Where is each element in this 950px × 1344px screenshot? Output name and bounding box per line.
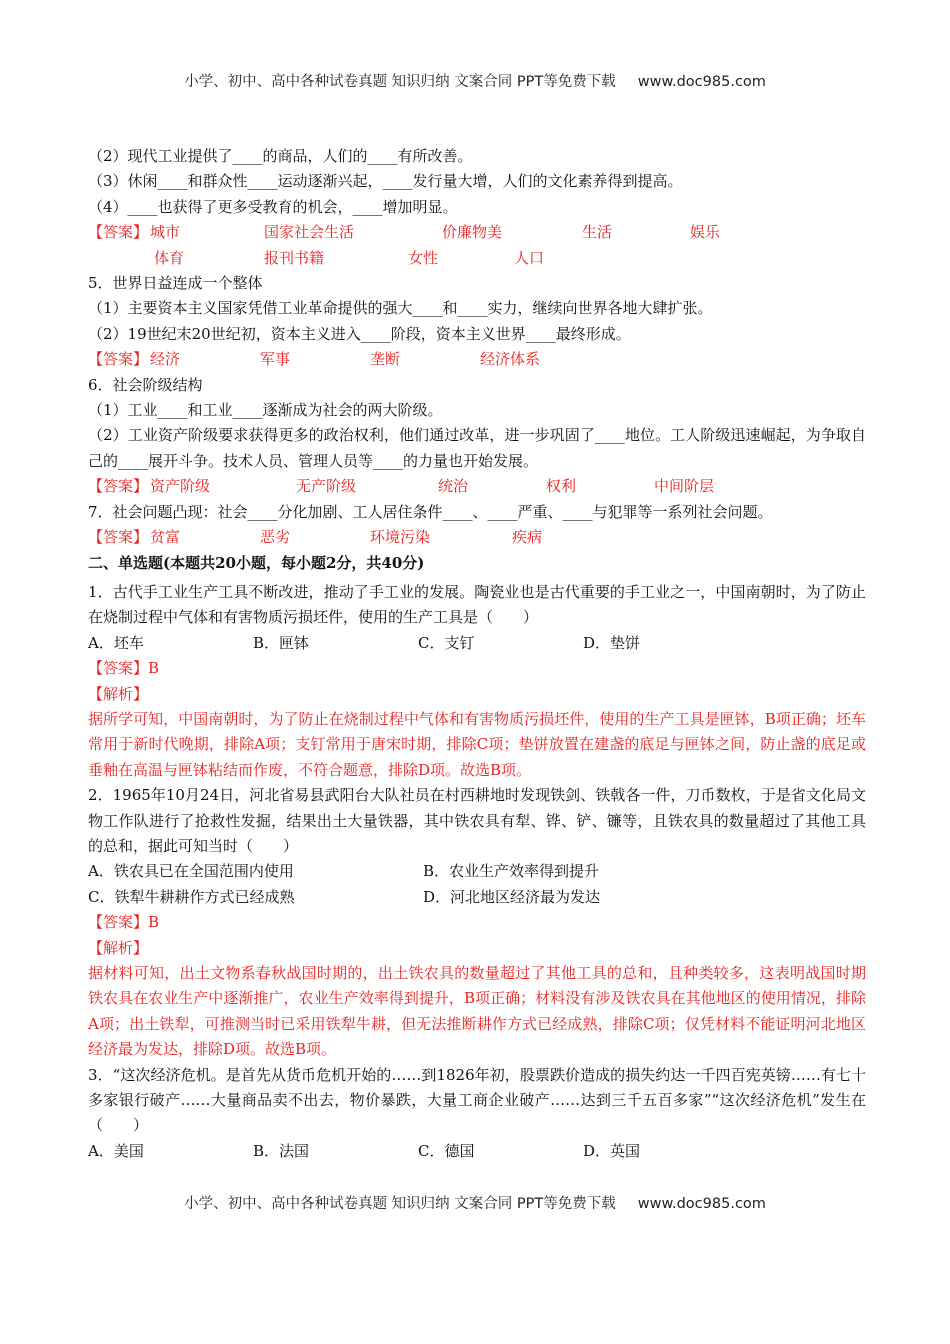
answer-value: 经济体系 [480, 350, 541, 369]
document-body [88, 144, 866, 1164]
answer-value: 恶劣 [260, 528, 291, 547]
option-d[interactable]: D．垫饼 [583, 633, 641, 652]
q7-answer-row [88, 525, 866, 550]
answer-value: 资产阶级 [150, 477, 211, 496]
page-header [0, 70, 950, 91]
answer-label: 【答案】 [88, 350, 149, 369]
question-1-options [88, 631, 866, 656]
q5-item-2: （2）19世纪末20世纪初，资本主义进入____阶段，资本主义世界____最终形成。 [88, 324, 631, 343]
answer-value: 人口 [514, 248, 545, 267]
question-2-analysis: 据材料可知，出土文物系春秋战国时期的，出土铁农具的数量超过了其他工具的总和，且种类较多，这表明战国时期铁农具在农业生产中逐渐推广，农业生产效率得到提升，B项正确；材料没有涉及铁农具在其他地区的使用情况，排除A项；出土铁犁，可推测当时已采用铁犁牛耕，但无法推断耕作方式已经成熟，排除C项；仅凭材料不能证明河北地区经济最为发达，排除D项。故选B项。 [88, 964, 866, 1059]
q6-answer-row [88, 474, 866, 499]
answer-label: 【答案】 [88, 528, 149, 547]
q4-answer-row2 [88, 246, 866, 271]
question-2-options-row1 [88, 859, 866, 884]
q5-title: 5．世界日益连成一个整体 [88, 274, 263, 293]
answer-value: 垄断 [370, 350, 401, 369]
q4-item-4: （4）____也获得了更多受教育的机会，____增加明显。 [88, 197, 458, 216]
header-url[interactable]: www.doc985.com [637, 74, 766, 90]
q5-answer-row [88, 347, 866, 372]
option-c[interactable]: C．铁犁牛耕耕作方式已经成熟 [88, 887, 295, 906]
question-3-stem: 3．“这次经济危机。是首先从货币危机开始的……到1826年初，股票跌价造成的损失约达一千四百宪英镑……有七十多家银行破产……大量商品卖不出去，物价暴跌，大量工商企业破产……达到三千五百多家”“这次经济危机”发生在（ ） [88, 1065, 866, 1135]
answer-value: 娱乐 [690, 223, 721, 242]
answer-value: 环境污染 [370, 528, 431, 547]
answer-label: 【答案】 [88, 223, 149, 242]
option-a[interactable]: A．铁农具已在全国范围内使用 [88, 862, 294, 881]
answer-value: 经济 [150, 350, 181, 369]
option-c[interactable]: C．德国 [418, 1141, 475, 1160]
q4-answer-row1 [88, 220, 866, 245]
q5-item-1: （1）主要资本主义国家凭借工业革命提供的强大____和____实力，继续向世界各地大肆扩张。 [88, 299, 713, 318]
option-b[interactable]: B．匣钵 [253, 633, 310, 652]
answer-value: 军事 [260, 350, 291, 369]
question-1-stem: 1．古代手工业生产工具不断改进，推动了手工业的发展。陶瓷业也是古代重要的手工业之一，中国南朝时，为了防止在烧制过程中气体和有害物质污损坯件，使用的生产工具是（ ） [88, 582, 866, 627]
question-1-analysis-label: 【解析】 [88, 684, 149, 703]
answer-value: 国家社会生活 [264, 223, 355, 242]
answer-value: 统治 [438, 477, 469, 496]
q6-item-2: （2）工业资产阶级要求获得更多的政治权利，他们通过改革，进一步巩固了____地位。工人阶级迅速崛起，为争取自己的____展开斗争。技术人员、管理人员等____的力量也开始发展。 [88, 426, 866, 470]
option-d[interactable]: D．河北地区经济最为发达 [423, 887, 601, 906]
answer-value: 体育 [154, 248, 185, 267]
question-2-answer: 【答案】B [88, 913, 160, 932]
answer-value: 报刊书籍 [264, 248, 325, 267]
answer-value: 城市 [150, 223, 181, 242]
q4-item-2: （2）现代工业提供了____的商品，人们的____有所改善。 [88, 147, 473, 165]
answer-value: 生活 [582, 223, 613, 242]
q6-item-1: （1）工业____和工业____逐渐成为社会的两大阶级。 [88, 401, 443, 420]
question-2-options-row2 [88, 885, 866, 910]
question-1-answer: 【答案】B [88, 659, 160, 678]
q4-item-3: （3）休闲____和群众性____运动逐渐兴起，____发行量大增，人们的文化素养得到提高。 [88, 172, 683, 191]
option-a[interactable]: A．坯车 [88, 633, 144, 652]
answer-value: 疾病 [512, 528, 543, 547]
option-c[interactable]: C．支钉 [418, 633, 475, 652]
answer-value: 女性 [408, 248, 439, 267]
question-3-options [88, 1139, 866, 1164]
answer-value: 价廉物美 [442, 223, 503, 242]
option-d[interactable]: D．英国 [583, 1141, 641, 1160]
question-2-stem: 2．1965年10月24日，河北省易县武阳台大队社员在村西耕地时发现铁剑、铁戟各一件，刀币数枚，于是省文化局文物工作队进行了抢救性发掘，结果出土大量铁器，其中铁农具有犁、铧、铲、镰等，且铁农具的数量超过了其他工具的总和，据此可知当时（ ） [88, 786, 866, 855]
footer-url[interactable]: www.doc985.com [637, 1196, 766, 1212]
section-heading: 二、单选题(本题共20小题，每小题2分，共40分) [88, 553, 425, 572]
question-1-analysis: 据所学可知，中国南朝时，为了防止在烧制过程中气体和有害物质污损坯件，使用的生产工具是匣钵，B项正确；坯车常用于新时代晚期，排除A项；支钉常用于唐宋时期，排除C项；垫饼放置在建盏的底足与匣钵之间，防止盏的底足或垂釉在高温与匣钵粘结而作废，不符合题意，排除D项。故选B项。 [88, 709, 866, 779]
answer-label: 【答案】 [88, 477, 149, 496]
option-a[interactable]: A．美国 [88, 1141, 144, 1160]
q7-text: 7．社会问题凸现：社会____分化加剧、工人居住条件____、____严重、____与犯罪等一系列社会问题。 [88, 502, 773, 521]
answer-value: 贫富 [150, 528, 181, 547]
q6-title: 6．社会阶级结构 [88, 375, 203, 394]
answer-value: 中间阶层 [654, 477, 715, 496]
option-b[interactable]: B．农业生产效率得到提升 [423, 862, 600, 881]
footer-text: 小学、初中、高中各种试卷真题 知识归纳 文案合同 PPT等免费下载 [184, 1196, 616, 1212]
answer-value: 无产阶级 [296, 477, 357, 496]
question-2-analysis-label: 【解析】 [88, 938, 149, 957]
page-footer [0, 1192, 950, 1213]
header-text: 小学、初中、高中各种试卷真题 知识归纳 文案合同 PPT等免费下载 [184, 74, 616, 90]
answer-value: 权利 [546, 477, 577, 496]
option-b[interactable]: B．法国 [253, 1141, 310, 1160]
